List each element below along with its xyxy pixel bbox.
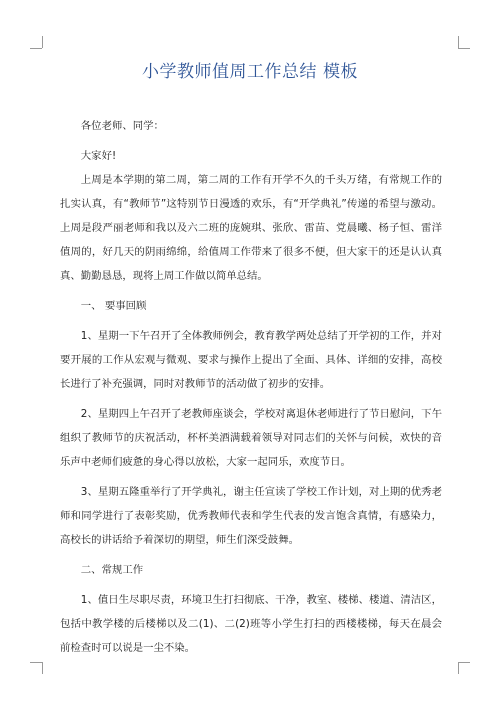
paragraph-item: 2、星期四上午召开了老教师座谈会，学校对离退休老师进行了节日慰问，下午组织了教师节的庆祝活动，杯杯美酒满载着领导对同志们的关怀与问候，欢快的音乐声中老师们疲惫的身心得以放松，大家一起同乐，欢度节日。 <box>60 408 442 468</box>
paragraph-item: 3、星期五隆重举行了开学典礼，谢主任宣读了学校工作计划，对上期的优秀老师和同学进行了表彰奖励，优秀教师代表和学生代表的发言饱含真情，有感染力，高校长的讲话给予着深切的期望，师生们深受鼓舞。 <box>60 486 442 546</box>
intro-paragraph: 上周是本学期的第二周，第二周的工作有开学不久的千头万绪，有常规工作的扎实认真，有“教师节”这特别节日漫透的欢乐，有“开学典礼”传递的希望与激动。上周是段严丽老师和我以及六二班的庞婉琪、张欣、雷苗、党晨曦、杨子恒、雷洋值周的，好几天的阴雨绵绵，给值周工作带来了很多不便，但大家干的还是认认真真、勤勤恳恳，现将上周工作做以简单总结。 <box>60 174 442 282</box>
crop-mark-bottom-right <box>458 662 470 663</box>
paragraph-item: 1、星期一下午召开了全体教师例会，教育教学两处总结了开学初的工作，并对要开展的工作从宏观与微观、要求与操作上提出了全面、具体、详细的安排，高校长进行了补充强调，同时对教师节的活动做了初步的安排。 <box>60 330 442 390</box>
document-body <box>60 114 442 660</box>
document-title: 小学教师值周工作总结 模板 <box>142 62 358 82</box>
paragraph-item: 1、值日生尽职尽责，环境卫生打扫彻底、干净，教室、楼梯、楼道、清洁区，包括中教学楼的后楼梯以及二(1)、二(2)班等小学生打扫的西楼楼梯，每天在晨会前检查时可以说是一尘不染。 <box>60 594 442 654</box>
crop-mark-bottom-right <box>458 662 459 674</box>
crop-mark-top-left <box>42 36 43 48</box>
crop-mark-top-left <box>30 48 42 49</box>
hello: 大家好! <box>80 150 117 162</box>
greeting: 各位老师、同学： <box>80 120 164 132</box>
section-heading: 二、常规工作 <box>80 564 144 576</box>
crop-mark-top-right <box>458 48 470 49</box>
crop-mark-bottom-left <box>42 662 43 674</box>
crop-mark-top-right <box>458 36 459 48</box>
section-heading: 一、 要事回顾 <box>80 300 147 312</box>
crop-mark-bottom-left <box>30 662 42 663</box>
